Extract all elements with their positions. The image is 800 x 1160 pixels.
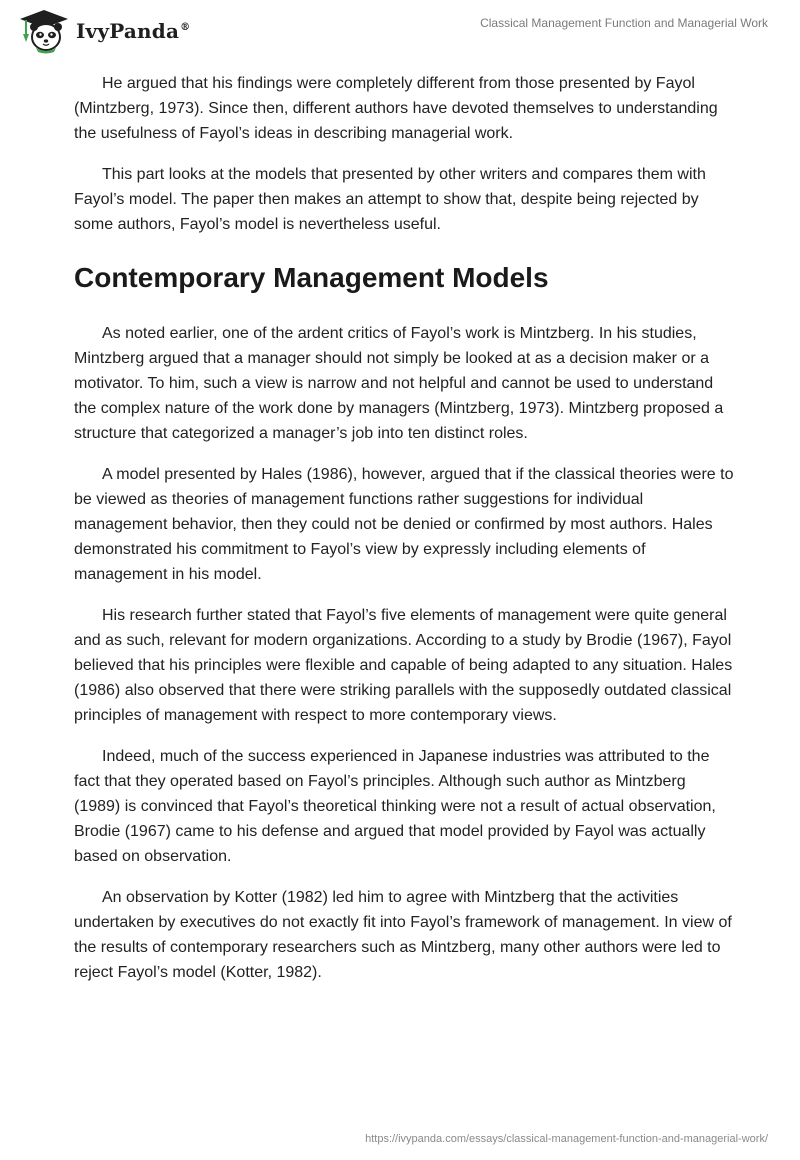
article-body [74, 71, 734, 1001]
paragraph: His research further stated that Fayol’s five elements of management were quite general and as such, relevant for modern organizations. According to a study by Brodie (1967), Fayol believed that his principles were flexible and capable of being adapted to any situation. Hales (1986) also observed that there were striking parallels with the supposedly outdated classical principles of management with respect to more contemporary views. [74, 607, 733, 724]
registered-mark: ® [180, 22, 191, 34]
page-header [0, 0, 800, 60]
paragraph: A model presented by Hales (1986), however, argued that if the classical theories were to be viewed as theories of management functions rather suggestions for individual management behavior, then they could not be denied or confirmed by most authors. Hales demonstrated his commitment to Fayol’s view by expressly including elements of management in his model. [74, 466, 734, 583]
paragraph: This part looks at the models that presented by other writers and compares them with Fayol’s model. The paper then makes an attempt to show that, despite being rejected by some authors, Fayol’s model is nevertheless useful. [74, 166, 706, 233]
logo[interactable] [14, 8, 190, 54]
footer-url[interactable]: https://ivypanda.com/essays/classical-management-function-and-managerial-work/ [365, 1133, 768, 1145]
document-title: Classical Management Function and Managerial Work [480, 16, 768, 30]
paragraph: He argued that his findings were completely different from those presented by Fayol (Mintzberg, 1973). Since then, different authors have devoted themselves to understanding the usefulness of Fayol’s ideas in describing managerial work. [74, 75, 718, 142]
paragraph: Indeed, much of the success experienced in Japanese industries was attributed to the fact that they operated based on Fayol’s principles. Although such author as Mintzberg (1989) is convinced that Fayol’s theoretical thinking were not a result of actual observation, Brodie (1967) came to his defense and argued that model provided by Fayol was actually based on observation. [74, 748, 716, 865]
panda-graduate-icon [14, 8, 74, 54]
section-heading: Contemporary Management Models [74, 262, 549, 293]
paragraph: An observation by Kotter (1982) led him to agree with Mintzberg that the activities undertaken by executives do not exactly fit into Fayol’s framework of management. In view of the results of contemporary researchers such as Mintzberg, many other authors were led to reject Fayol’s model (Kotter, 1982). [74, 889, 732, 981]
brand-name: IvyPanda® [76, 19, 191, 43]
paragraph: As noted earlier, one of the ardent critics of Fayol’s work is Mintzberg. In his studies, Mintzberg argued that a manager should not simply be looked at as a decision maker or a motivator. To him, such a view is narrow and not helpful and cannot be used to understand the complex nature of the work done by managers (Mintzberg, 1973). Mintzberg proposed a structure that categorized a manager’s job into ten distinct roles. [74, 325, 724, 442]
